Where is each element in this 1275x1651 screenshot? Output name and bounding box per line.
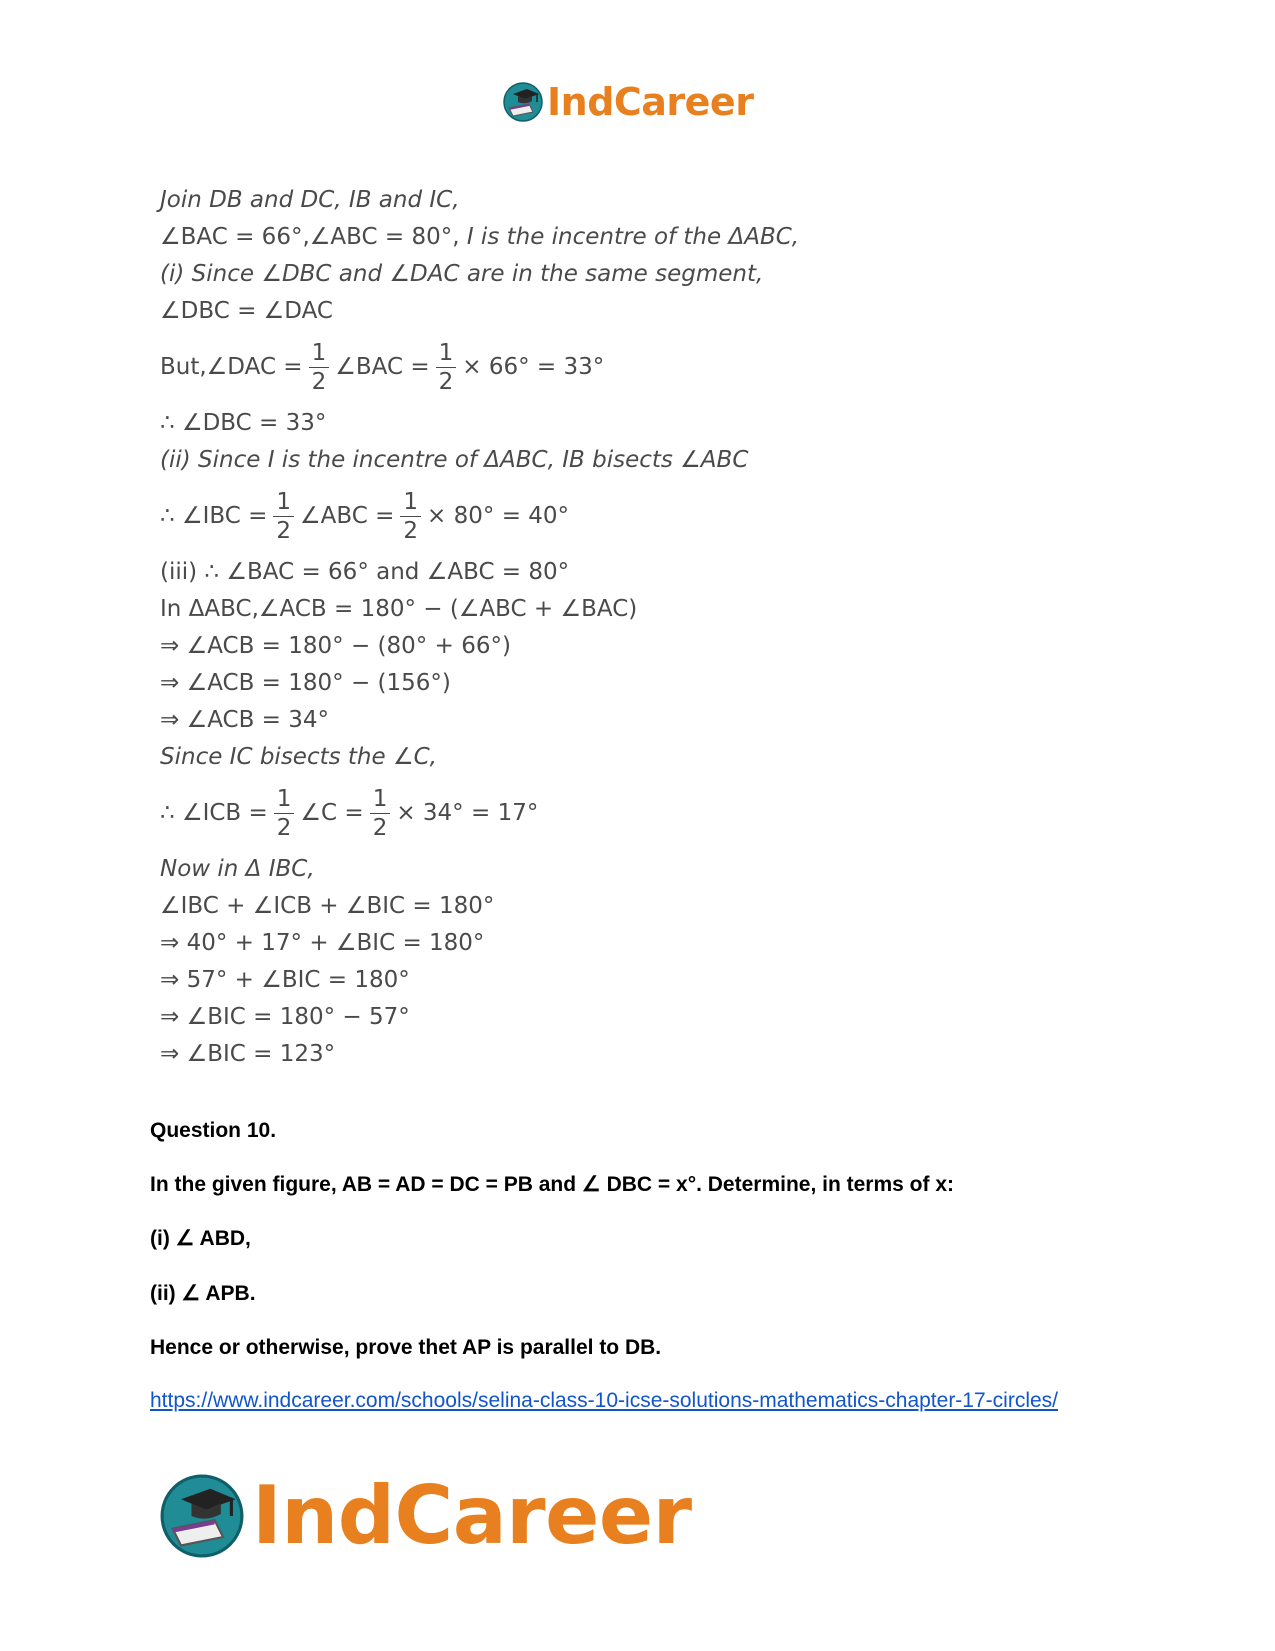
math-line [160, 330, 920, 405]
math-line: ⇒ ∠ACB = 34° [160, 707, 330, 733]
fraction-denominator: 2 [276, 518, 292, 544]
math-line: Join DB and DC, IB and IC, [160, 187, 460, 213]
math-line [160, 219, 920, 256]
logo-wordmark: IndCareer [547, 80, 754, 124]
fraction [436, 339, 457, 396]
fraction-numerator: 1 [273, 488, 294, 517]
fraction-denominator: 2 [276, 815, 292, 841]
question-hence: Hence or otherwise, prove thet AP is parallel to DB. [150, 1336, 662, 1359]
indcareer-logo-bottom [160, 1470, 692, 1562]
fraction-numerator: 1 [436, 339, 457, 368]
source-link[interactable]: https://www.indcareer.com/schools/selina-class-10-icse-solutions-mathematics-chapter-17-circles/ [150, 1389, 1058, 1412]
math-line [160, 776, 920, 851]
math-line: ⇒ 57° + ∠BIC = 180° [160, 967, 410, 993]
math-text: ∠C = [300, 800, 364, 826]
fraction [370, 785, 391, 842]
math-line: ∴ ∠DBC = 33° [160, 410, 327, 436]
math-text: I is the incentre of the ΔABC, [466, 224, 800, 250]
math-text: But,∠DAC = [160, 354, 303, 380]
fraction-numerator: 1 [274, 785, 295, 814]
math-line: ∠DBC = ∠DAC [160, 298, 333, 324]
math-text: ∠ABC = [300, 503, 395, 529]
math-line: Now in Δ IBC, [160, 856, 315, 882]
fraction [274, 785, 295, 842]
math-line: ∠IBC + ∠ICB + ∠BIC = 180° [160, 893, 495, 919]
math-line: Since IC bisects the ∠C, [160, 744, 437, 770]
fraction-denominator: 2 [403, 518, 419, 544]
fraction [273, 488, 294, 545]
question-title: Question 10. [150, 1119, 277, 1142]
graduation-cap-book-globe-icon [503, 82, 543, 122]
fraction-numerator: 1 [400, 488, 421, 517]
math-line: ⇒ ∠BIC = 180° − 57° [160, 1004, 410, 1030]
math-text: × 34° = 17° [396, 800, 539, 826]
math-line: ⇒ ∠ACB = 180° − (156°) [160, 670, 451, 696]
math-line: ⇒ 40° + 17° + ∠BIC = 180° [160, 930, 485, 956]
math-line [160, 479, 920, 554]
math-line: ⇒ ∠ACB = 180° − (80° + 66°) [160, 633, 511, 659]
fraction-numerator: 1 [309, 339, 330, 368]
fraction-denominator: 2 [311, 369, 327, 395]
math-line: ⇒ ∠BIC = 123° [160, 1041, 336, 1067]
question-text: In the given figure, AB = AD = DC = PB and ∠ DBC = x°. Determine, in terms of x: [150, 1173, 954, 1196]
question-part-1: (i) ∠ ABD, [150, 1227, 251, 1250]
fraction [309, 339, 330, 396]
math-line: (i) Since ∠DBC and ∠DAC are in the same segment, [160, 261, 764, 287]
solution-math-block [160, 182, 920, 1073]
math-text: ∴ ∠ICB = [160, 800, 268, 826]
indcareer-logo-top [503, 80, 753, 124]
math-line: (ii) Since I is the incentre of ΔABC, IB bisects ∠ABC [160, 447, 749, 473]
logo-wordmark: IndCareer [252, 1469, 692, 1562]
question-part-2: (ii) ∠ APB. [150, 1282, 256, 1305]
fraction-denominator: 2 [438, 369, 454, 395]
math-text: ∠BAC = 66°,∠ABC = 80°, [160, 224, 467, 250]
math-text: × 80° = 40° [427, 503, 570, 529]
fraction-numerator: 1 [370, 785, 391, 814]
fraction-denominator: 2 [372, 815, 388, 841]
math-text: ∴ ∠IBC = [160, 503, 268, 529]
graduation-cap-book-globe-icon [160, 1474, 244, 1558]
math-line: (iii) ∴ ∠BAC = 66° and ∠ABC = 80° [160, 559, 570, 585]
math-line: In ΔABC,∠ACB = 180° − (∠ABC + ∠BAC) [160, 596, 638, 622]
math-text: ∠BAC = [335, 354, 430, 380]
math-text: × 66° = 33° [462, 354, 605, 380]
fraction [400, 488, 421, 545]
